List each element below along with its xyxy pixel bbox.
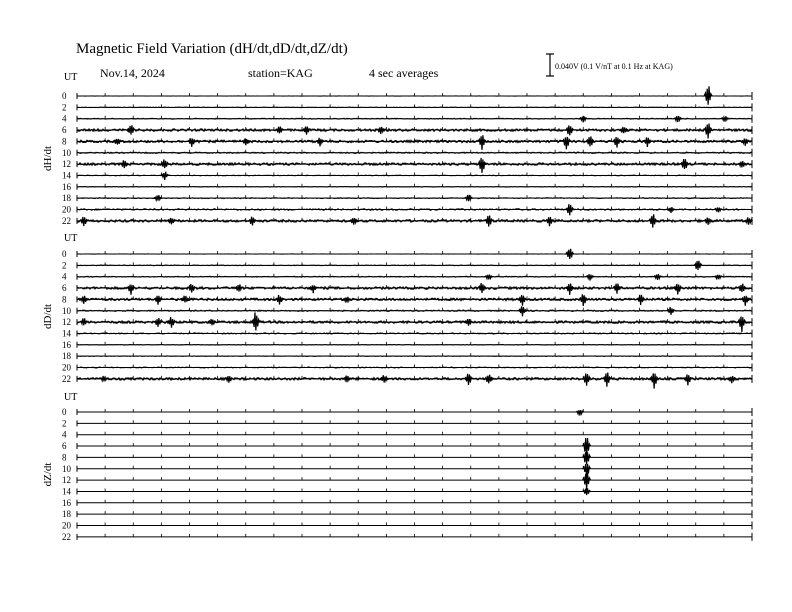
trace-burst <box>546 217 554 226</box>
trace-burst <box>650 373 658 388</box>
trace-burst <box>519 306 527 316</box>
hour-label: 2 <box>62 418 67 429</box>
date-label: Nov.14, 2024 <box>100 66 165 80</box>
trace-burst <box>579 294 587 306</box>
trace-burst <box>154 195 162 200</box>
trace-row <box>62 509 752 519</box>
hour-label: 20 <box>62 520 71 531</box>
hour-label: 12 <box>62 475 71 486</box>
hour-label: 18 <box>62 509 71 520</box>
trace-burst <box>667 207 675 213</box>
trace-burst <box>704 86 712 104</box>
hour-label: 22 <box>62 531 71 542</box>
trace-row <box>62 430 752 440</box>
hour-label: 8 <box>62 452 67 463</box>
hour-label: 20 <box>62 204 71 215</box>
trace-burst <box>80 318 88 325</box>
panel-dhdt <box>42 72 753 228</box>
hour-label: 14 <box>62 170 71 181</box>
trace-row <box>62 182 752 192</box>
trace-row <box>62 374 752 384</box>
trace-burst <box>154 318 162 327</box>
trace-burst <box>566 204 574 215</box>
hour-label: 0 <box>62 249 67 259</box>
trace-burst <box>80 296 88 304</box>
scale-bar-label: 0.040V (0.1 V/nT at 0.1 Hz at KAG) <box>555 62 673 71</box>
trace-row <box>62 249 752 259</box>
hour-label: 8 <box>62 136 67 147</box>
trace-burst <box>343 376 351 383</box>
trace-row <box>62 407 752 417</box>
scale-bar <box>546 54 673 76</box>
trace-burst <box>188 284 196 293</box>
chart-title: Magnetic Field Variation (dH/dt,dD/dt,dZ/dt) <box>76 41 348 57</box>
hour-label: 10 <box>62 463 71 474</box>
trace-burst <box>613 284 621 294</box>
panel-dddt <box>42 233 752 389</box>
trace-burst <box>694 261 702 270</box>
trace-burst <box>478 283 486 293</box>
hour-label: 16 <box>62 497 71 508</box>
trace-burst <box>350 218 358 225</box>
trace-burst <box>276 127 284 134</box>
trace-burst <box>465 374 473 385</box>
hour-label: 2 <box>62 260 67 271</box>
station-label: station=KAG <box>248 66 313 80</box>
hour-label: 6 <box>62 441 67 452</box>
trace-burst <box>649 214 657 227</box>
trace-burst <box>127 285 135 295</box>
panel-dzdt <box>42 392 752 542</box>
hour-label: 10 <box>62 147 71 158</box>
trace-burst <box>303 127 311 135</box>
trace-burst <box>583 464 591 478</box>
panel-label: dH/dt <box>42 145 54 171</box>
trace-row <box>62 464 752 474</box>
hour-label: 14 <box>62 328 71 339</box>
trace-burst <box>566 125 574 135</box>
trace-burst <box>188 138 196 147</box>
hour-label: 20 <box>62 362 71 373</box>
trace-burst <box>586 136 594 146</box>
trace-row <box>62 498 752 508</box>
hour-label: 16 <box>62 339 71 350</box>
trace-burst <box>380 375 388 382</box>
hour-label: 16 <box>62 181 71 192</box>
trace-row <box>62 91 752 101</box>
hour-label: 14 <box>62 486 71 497</box>
trace-burst <box>654 274 662 280</box>
hour-label: 22 <box>62 373 71 384</box>
trace-burst <box>485 375 493 384</box>
hour-label: 6 <box>62 125 67 136</box>
trace-burst <box>208 319 216 325</box>
trace-row <box>62 363 752 373</box>
trace-burst <box>613 137 621 148</box>
trace-row <box>62 475 752 485</box>
trace-burst <box>674 116 682 122</box>
hour-label: 22 <box>62 215 71 226</box>
trace-burst <box>465 195 473 201</box>
trace-burst <box>114 139 122 145</box>
hour-label: 4 <box>62 429 67 440</box>
trace-row <box>62 441 752 451</box>
trace-burst <box>181 296 189 303</box>
trace-burst <box>225 376 233 383</box>
trace-row <box>62 216 752 226</box>
hour-label: 10 <box>62 305 71 316</box>
trace-row <box>62 114 752 124</box>
trace-burst <box>168 317 176 328</box>
trace-burst <box>276 295 284 305</box>
trace-row <box>62 418 752 428</box>
trace-row <box>62 486 752 496</box>
trace-burst <box>249 217 257 226</box>
trace-burst <box>100 376 108 381</box>
panels <box>42 72 753 542</box>
trace-row <box>62 452 752 462</box>
hour-label: 8 <box>62 294 67 305</box>
trace-row <box>62 102 752 112</box>
trace-burst <box>377 127 385 134</box>
hour-label: 6 <box>62 283 67 294</box>
trace-row <box>62 260 752 270</box>
trace-row <box>62 272 752 282</box>
trace-burst <box>485 216 493 227</box>
trace-burst <box>738 161 746 167</box>
trace-burst <box>120 160 128 168</box>
trace-row <box>62 340 752 350</box>
hour-label: 18 <box>62 351 71 362</box>
trace-burst <box>127 125 135 134</box>
trace-noise <box>77 287 752 289</box>
trace-row <box>62 125 752 135</box>
trace-burst <box>485 275 493 280</box>
trace-burst <box>154 296 162 305</box>
trace-burst <box>566 249 574 259</box>
trace-burst <box>681 159 689 169</box>
trace-burst <box>478 135 486 150</box>
trace-row <box>62 532 752 542</box>
trace-burst <box>161 172 169 180</box>
trace-burst <box>80 217 88 226</box>
trace-row <box>62 148 752 158</box>
trace-noise <box>77 186 752 187</box>
hour-label: 12 <box>62 159 71 170</box>
trace-burst <box>738 284 746 292</box>
hour-label: 2 <box>62 102 67 113</box>
hour-label: 4 <box>62 271 67 282</box>
trace-row <box>62 521 752 531</box>
trace-burst <box>704 218 712 225</box>
trace-burst <box>252 312 260 330</box>
trace-burst <box>667 307 675 315</box>
trace-burst <box>704 124 712 139</box>
hour-label: 18 <box>62 193 71 204</box>
trace-row <box>62 351 752 361</box>
trace-row <box>62 328 752 338</box>
trace-burst <box>562 137 570 149</box>
ut-label: UT <box>64 233 78 244</box>
averaging-label: 4 sec averages <box>369 66 439 80</box>
trace-burst <box>721 116 729 121</box>
trace-burst <box>168 218 176 224</box>
trace-row <box>62 193 752 203</box>
panel-label: dZ/dt <box>42 462 54 487</box>
trace-row <box>62 306 752 316</box>
hour-label: 4 <box>62 113 67 124</box>
trace-burst <box>465 319 473 326</box>
trace-burst <box>714 275 722 279</box>
hour-label: 0 <box>62 407 67 417</box>
trace-burst <box>738 317 746 332</box>
hour-label: 0 <box>62 91 67 101</box>
trace-burst <box>519 295 527 306</box>
trace-burst <box>161 159 169 168</box>
panel-label: dD/dt <box>42 303 54 329</box>
trace-burst <box>637 295 645 305</box>
trace-burst <box>576 410 584 415</box>
trace-burst <box>343 297 351 303</box>
trace-burst <box>235 284 243 291</box>
trace-row <box>62 317 752 327</box>
hour-label: 12 <box>62 317 71 328</box>
trace-burst <box>478 158 486 173</box>
trace-row <box>62 294 752 304</box>
trace-row <box>62 283 752 293</box>
trace-burst <box>620 127 628 133</box>
trace-burst <box>583 374 591 386</box>
trace-row <box>62 205 752 215</box>
ut-label: UT <box>64 72 78 83</box>
ut-label: UT <box>64 392 78 403</box>
trace-burst <box>603 373 611 387</box>
trace-burst <box>745 217 753 224</box>
